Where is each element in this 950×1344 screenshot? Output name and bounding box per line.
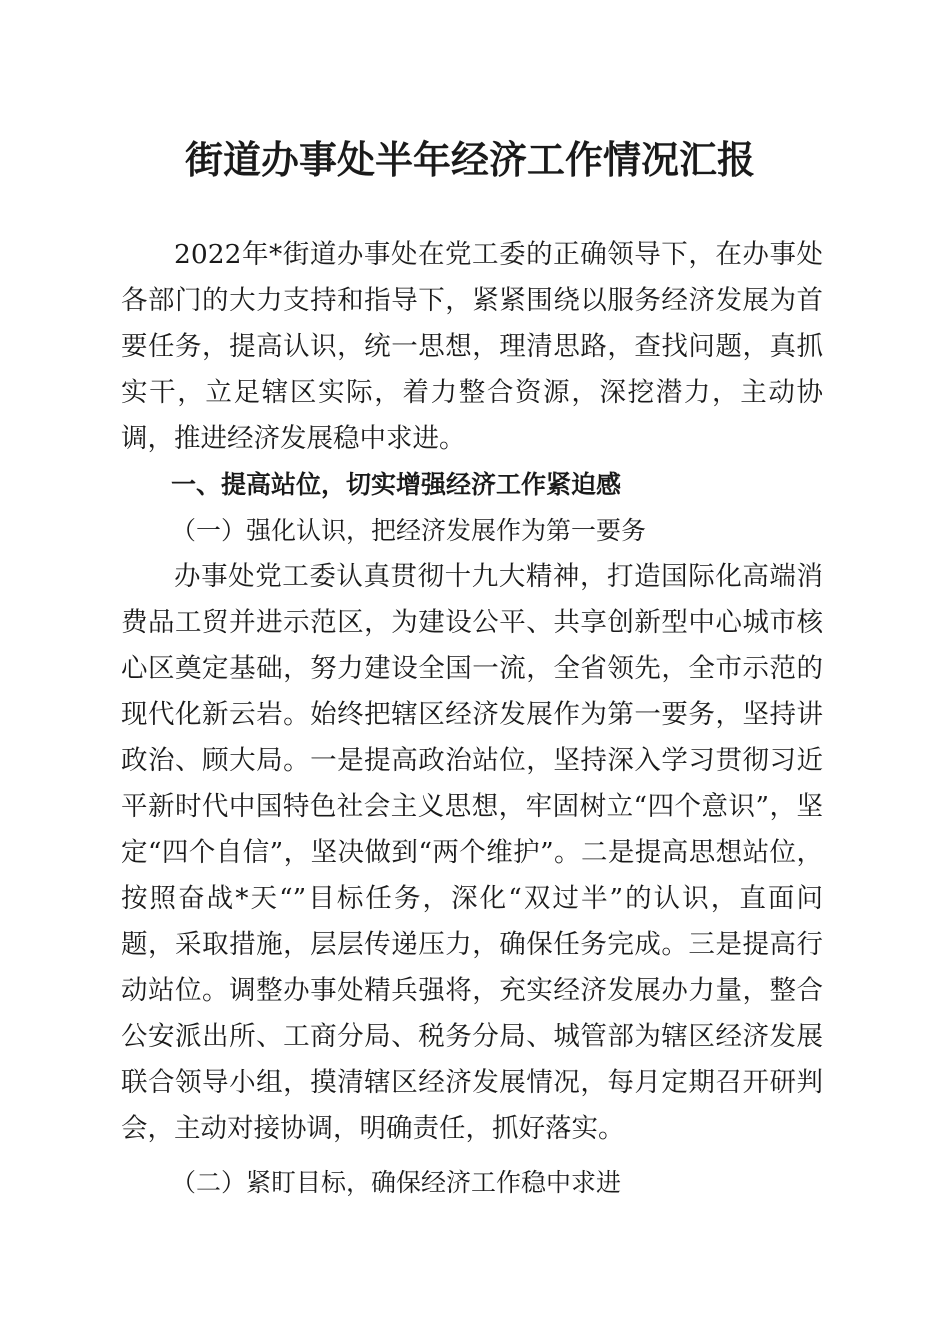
subsection-2-heading: （二）紧盯目标，确保经济工作稳中求进 (171, 1168, 622, 1197)
document-title: 街道办事处半年经济工作情况汇报 (184, 137, 755, 182)
subsection-1-paragraph: 办事处党工委认真贯彻十九大精神，打造国际化高端消费品工贸并进示范区，为建设公平、共享创新型中心城市核心区奠定基础，努力建设全国一流，全省领先，全市示范的现代化新云岩。始终把辖区经济发展作为第一要务，坚持讲政治、顾大局。一是提高政治站位，坚持深入学习贯彻习近平新时代中国特色社会主义思想，牢固树立“四个意识”，坚定“四个自信”，坚决做到“两个维护”。二是提高思想站位，按照奋战*天“”目标任务，深化“双过半”的认识，直面问题，采取措施，层层传递压力，确保任务完成。三是提高行动站位。调整办事处精兵强将，充实经济发展办力量，整合公安派出所、工商分局、税务分局、城管部为辖区经济发展联合领导小组，摸清辖区经济发展情况，每月定期召开研判会，主动对接协调，明确责任，抓好落实。 (121, 561, 823, 1144)
intro-paragraph: 2022年*街道办事处在党工委的正确领导下，在办事处各部门的大力支持和指导下，紧紧围绕以服务经济发展为首要任务，提高认识，统一思想，理清思路，查找问题，真抓实干，立足辖区实际，着力整合资源，深挖潜力，主动协调，推进经济发展稳中求进。 (121, 239, 823, 454)
section-1-heading: 一、提高站位，切实增强经济工作紧迫感 (171, 470, 622, 499)
subsection-1-heading: （一）强化认识，把经济发展作为第一要务 (171, 516, 647, 545)
document-body (121, 232, 823, 1206)
